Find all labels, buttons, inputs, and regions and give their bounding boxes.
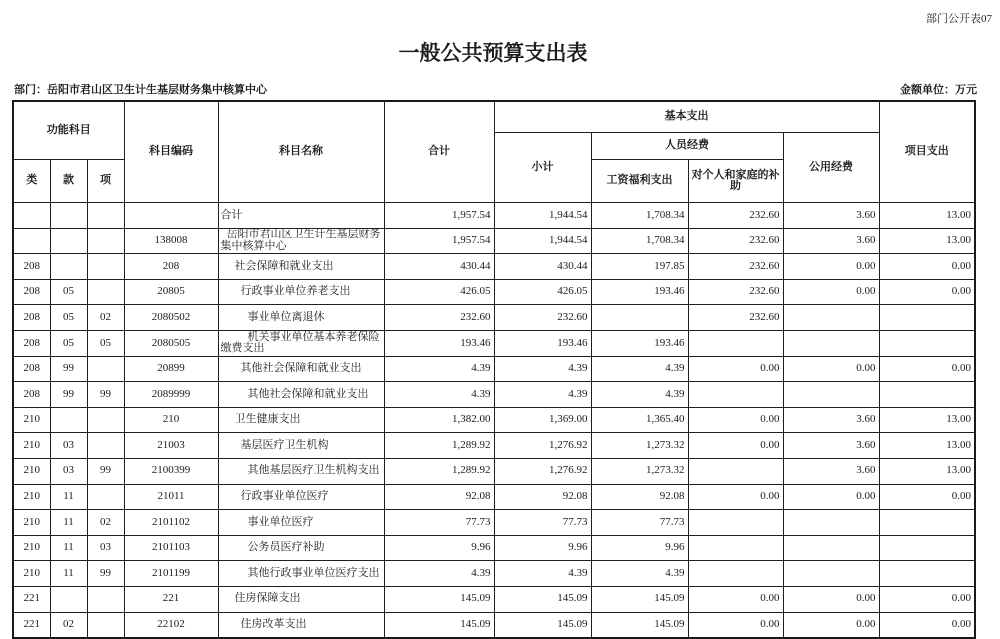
cell-salary-welfare: 9.96 [591, 535, 688, 561]
header-item: 项 [87, 160, 124, 203]
cell-subject-code: 2080502 [124, 305, 218, 331]
cell-item [87, 356, 124, 382]
cell-item [87, 254, 124, 280]
cell-basic-subtotal: 4.39 [494, 561, 591, 587]
cell-basic-subtotal: 9.96 [494, 535, 591, 561]
cell-section: 05 [50, 305, 87, 331]
cell-item: 99 [87, 561, 124, 587]
cell-total: 430.44 [384, 254, 494, 280]
cell-public-funds [783, 510, 879, 536]
cell-total: 145.09 [384, 612, 494, 638]
cell-item [87, 612, 124, 638]
cell-section [50, 254, 87, 280]
cell-salary-welfare: 1,273.32 [591, 458, 688, 484]
cell-subject-code: 2100399 [124, 458, 218, 484]
cell-salary-welfare: 4.39 [591, 561, 688, 587]
cell-subject-code: 2080505 [124, 330, 218, 356]
cell-basic-subtotal: 1,944.54 [494, 203, 591, 229]
table-body [13, 203, 975, 639]
cell-item [87, 407, 124, 433]
header-subject-code: 科目编码 [124, 101, 218, 203]
cell-salary-welfare: 4.39 [591, 382, 688, 408]
header-total: 合计 [384, 101, 494, 203]
cell-class: 210 [13, 407, 50, 433]
cell-total: 4.39 [384, 356, 494, 382]
cell-project-expense [879, 561, 975, 587]
cell-class: 210 [13, 458, 50, 484]
cell-individual-family-subsidy: 232.60 [688, 279, 783, 305]
cell-subject-name: 事业单位医疗 [218, 510, 384, 536]
cell-salary-welfare: 145.09 [591, 586, 688, 612]
cell-project-expense [879, 510, 975, 536]
cell-public-funds: 0.00 [783, 254, 879, 280]
cell-item: 99 [87, 458, 124, 484]
cell-project-expense: 13.00 [879, 203, 975, 229]
cell-class [13, 228, 50, 254]
cell-subject-name: 合计 [218, 203, 384, 229]
cell-salary-welfare: 145.09 [591, 612, 688, 638]
cell-class: 221 [13, 586, 50, 612]
cell-item [87, 203, 124, 229]
cell-total: 1,957.54 [384, 228, 494, 254]
table-row [13, 484, 975, 510]
cell-salary-welfare: 197.85 [591, 254, 688, 280]
cell-salary-welfare: 193.46 [591, 330, 688, 356]
cell-item: 02 [87, 305, 124, 331]
cell-section: 03 [50, 458, 87, 484]
cell-item [87, 433, 124, 459]
cell-section: 03 [50, 433, 87, 459]
cell-subject-code: 20805 [124, 279, 218, 305]
cell-subject-name: 其他基层医疗卫生机构支出 [218, 458, 384, 484]
cell-total: 193.46 [384, 330, 494, 356]
cell-item: 02 [87, 510, 124, 536]
cell-basic-subtotal: 4.39 [494, 382, 591, 408]
cell-individual-family-subsidy: 0.00 [688, 356, 783, 382]
cell-total: 4.39 [384, 561, 494, 587]
cell-section: 11 [50, 484, 87, 510]
cell-class: 208 [13, 279, 50, 305]
cell-section [50, 228, 87, 254]
cell-individual-family-subsidy [688, 458, 783, 484]
cell-basic-subtotal: 1,276.92 [494, 458, 591, 484]
cell-individual-family-subsidy: 0.00 [688, 586, 783, 612]
cell-individual-family-subsidy: 232.60 [688, 228, 783, 254]
cell-individual-family-subsidy: 0.00 [688, 433, 783, 459]
cell-subject-name: 其他社会保障和就业支出 [218, 382, 384, 408]
table-row [13, 254, 975, 280]
cell-project-expense: 0.00 [879, 254, 975, 280]
cell-project-expense: 13.00 [879, 407, 975, 433]
header-section: 款 [50, 160, 87, 203]
cell-total: 4.39 [384, 382, 494, 408]
cell-subject-name: 岳阳市君山区卫生计生基层财务集中核算中心 [218, 228, 384, 254]
doc-code-label: 部门公开表07 [926, 13, 992, 25]
cell-total: 1,957.54 [384, 203, 494, 229]
cell-subject-name: 住房改革支出 [218, 612, 384, 638]
cell-class: 210 [13, 484, 50, 510]
cell-total: 232.60 [384, 305, 494, 331]
table-header [13, 101, 975, 203]
table-row [13, 612, 975, 638]
cell-salary-welfare: 4.39 [591, 356, 688, 382]
cell-basic-subtotal: 1,944.54 [494, 228, 591, 254]
cell-class: 208 [13, 356, 50, 382]
cell-class: 210 [13, 561, 50, 587]
cell-public-funds: 0.00 [783, 484, 879, 510]
cell-total: 145.09 [384, 586, 494, 612]
header-functional-subject: 功能科目 [13, 101, 124, 160]
cell-basic-subtotal: 426.05 [494, 279, 591, 305]
cell-project-expense: 0.00 [879, 356, 975, 382]
cell-salary-welfare: 1,708.34 [591, 228, 688, 254]
cell-project-expense: 13.00 [879, 433, 975, 459]
cell-project-expense [879, 535, 975, 561]
table-row [13, 535, 975, 561]
cell-public-funds: 0.00 [783, 356, 879, 382]
header-subtotal: 小计 [494, 133, 591, 203]
header-salary-welfare: 工资福利支出 [591, 160, 688, 203]
cell-individual-family-subsidy [688, 330, 783, 356]
cell-total: 426.05 [384, 279, 494, 305]
table-row [13, 228, 975, 254]
table-row [13, 203, 975, 229]
table-row [13, 433, 975, 459]
cell-section: 05 [50, 330, 87, 356]
cell-basic-subtotal: 430.44 [494, 254, 591, 280]
table-row [13, 382, 975, 408]
cell-project-expense: 0.00 [879, 279, 975, 305]
table-row [13, 330, 975, 356]
cell-public-funds: 3.60 [783, 433, 879, 459]
cell-project-expense [879, 382, 975, 408]
cell-basic-subtotal: 1,276.92 [494, 433, 591, 459]
cell-salary-welfare: 77.73 [591, 510, 688, 536]
cell-class: 208 [13, 382, 50, 408]
cell-total: 92.08 [384, 484, 494, 510]
cell-project-expense: 13.00 [879, 458, 975, 484]
cell-total: 1,289.92 [384, 458, 494, 484]
cell-total: 9.96 [384, 535, 494, 561]
cell-public-funds: 3.60 [783, 407, 879, 433]
cell-project-expense [879, 330, 975, 356]
cell-subject-name: 机关事业单位基本养老保险缴费支出 [218, 330, 384, 356]
department-label: 部门：岳阳市君山区卫生计生基层财务集中核算中心 [14, 84, 267, 96]
cell-subject-code: 21011 [124, 484, 218, 510]
cell-public-funds [783, 382, 879, 408]
cell-subject-name: 社会保障和就业支出 [218, 254, 384, 280]
header-public-funds: 公用经费 [783, 133, 879, 203]
cell-subject-code: 2101103 [124, 535, 218, 561]
cell-section: 11 [50, 535, 87, 561]
cell-project-expense: 13.00 [879, 228, 975, 254]
cell-individual-family-subsidy: 232.60 [688, 254, 783, 280]
cell-public-funds: 0.00 [783, 612, 879, 638]
cell-subject-name: 卫生健康支出 [218, 407, 384, 433]
cell-class [13, 203, 50, 229]
cell-section [50, 586, 87, 612]
table-row [13, 407, 975, 433]
table-row [13, 510, 975, 536]
cell-subject-code: 2089999 [124, 382, 218, 408]
cell-section: 05 [50, 279, 87, 305]
cell-subject-code: 208 [124, 254, 218, 280]
cell-section: 11 [50, 561, 87, 587]
cell-public-funds [783, 330, 879, 356]
table-row [13, 561, 975, 587]
cell-class: 210 [13, 535, 50, 561]
cell-subject-code: 2101102 [124, 510, 218, 536]
cell-project-expense: 0.00 [879, 484, 975, 510]
cell-public-funds [783, 535, 879, 561]
cell-basic-subtotal: 145.09 [494, 612, 591, 638]
cell-subject-name: 公务员医疗补助 [218, 535, 384, 561]
cell-subject-code: 221 [124, 586, 218, 612]
page-title: 一般公共预算支出表 [398, 41, 588, 65]
cell-class: 208 [13, 330, 50, 356]
cell-total: 1,382.00 [384, 407, 494, 433]
cell-item: 05 [87, 330, 124, 356]
header-class: 类 [13, 160, 50, 203]
cell-individual-family-subsidy [688, 535, 783, 561]
cell-total: 1,289.92 [384, 433, 494, 459]
cell-basic-subtotal: 4.39 [494, 356, 591, 382]
cell-individual-family-subsidy: 0.00 [688, 612, 783, 638]
cell-salary-welfare: 193.46 [591, 279, 688, 305]
cell-project-expense [879, 305, 975, 331]
cell-basic-subtotal: 232.60 [494, 305, 591, 331]
header-personnel-funds: 人员经费 [591, 133, 783, 160]
cell-section [50, 203, 87, 229]
cell-subject-name: 其他社会保障和就业支出 [218, 356, 384, 382]
cell-subject-name: 住房保障支出 [218, 586, 384, 612]
cell-basic-subtotal: 1,369.00 [494, 407, 591, 433]
cell-subject-code: 22102 [124, 612, 218, 638]
cell-public-funds [783, 561, 879, 587]
cell-class: 210 [13, 433, 50, 459]
cell-project-expense: 0.00 [879, 586, 975, 612]
cell-salary-welfare [591, 305, 688, 331]
cell-subject-code: 210 [124, 407, 218, 433]
cell-subject-code: 21003 [124, 433, 218, 459]
cell-public-funds: 0.00 [783, 586, 879, 612]
cell-public-funds: 0.00 [783, 279, 879, 305]
cell-item [87, 279, 124, 305]
cell-class: 208 [13, 254, 50, 280]
header-individual-family-subsidy: 对个人和家庭的补助 [688, 160, 783, 203]
table-row [13, 279, 975, 305]
cell-class: 210 [13, 510, 50, 536]
cell-total: 77.73 [384, 510, 494, 536]
cell-subject-code: 138008 [124, 228, 218, 254]
cell-public-funds [783, 305, 879, 331]
cell-class: 221 [13, 612, 50, 638]
cell-section [50, 407, 87, 433]
cell-basic-subtotal: 193.46 [494, 330, 591, 356]
header-subject-name: 科目名称 [218, 101, 384, 203]
cell-salary-welfare: 1,708.34 [591, 203, 688, 229]
table-row [13, 305, 975, 331]
header-row-1 [13, 101, 975, 133]
cell-subject-code: 20899 [124, 356, 218, 382]
cell-item [87, 228, 124, 254]
cell-salary-welfare: 92.08 [591, 484, 688, 510]
cell-individual-family-subsidy: 0.00 [688, 407, 783, 433]
cell-class: 208 [13, 305, 50, 331]
cell-individual-family-subsidy: 232.60 [688, 203, 783, 229]
cell-subject-code: 2101199 [124, 561, 218, 587]
unit-label: 金额单位：万元 [900, 84, 977, 96]
cell-individual-family-subsidy [688, 510, 783, 536]
cell-item: 03 [87, 535, 124, 561]
budget-table [12, 100, 976, 639]
cell-project-expense: 0.00 [879, 612, 975, 638]
cell-subject-name: 基层医疗卫生机构 [218, 433, 384, 459]
cell-subject-name: 其他行政事业单位医疗支出 [218, 561, 384, 587]
cell-section: 99 [50, 382, 87, 408]
cell-individual-family-subsidy: 232.60 [688, 305, 783, 331]
cell-subject-name: 行政事业单位养老支出 [218, 279, 384, 305]
cell-subject-code [124, 203, 218, 229]
cell-section: 99 [50, 356, 87, 382]
cell-section: 11 [50, 510, 87, 536]
cell-basic-subtotal: 77.73 [494, 510, 591, 536]
table-row [13, 586, 975, 612]
table-row [13, 458, 975, 484]
cell-individual-family-subsidy [688, 382, 783, 408]
cell-basic-subtotal: 145.09 [494, 586, 591, 612]
header-project-expenditure: 项目支出 [879, 101, 975, 203]
cell-subject-name: 行政事业单位医疗 [218, 484, 384, 510]
cell-salary-welfare: 1,273.32 [591, 433, 688, 459]
table-row [13, 356, 975, 382]
cell-item: 99 [87, 382, 124, 408]
cell-individual-family-subsidy [688, 561, 783, 587]
meta-row [14, 83, 977, 97]
cell-public-funds: 3.60 [783, 228, 879, 254]
cell-public-funds: 3.60 [783, 203, 879, 229]
cell-subject-name: 事业单位离退休 [218, 305, 384, 331]
cell-item [87, 586, 124, 612]
cell-salary-welfare: 1,365.40 [591, 407, 688, 433]
cell-public-funds: 3.60 [783, 458, 879, 484]
cell-section: 02 [50, 612, 87, 638]
cell-individual-family-subsidy: 0.00 [688, 484, 783, 510]
cell-item [87, 484, 124, 510]
header-basic-expenditure: 基本支出 [494, 101, 879, 133]
cell-basic-subtotal: 92.08 [494, 484, 591, 510]
